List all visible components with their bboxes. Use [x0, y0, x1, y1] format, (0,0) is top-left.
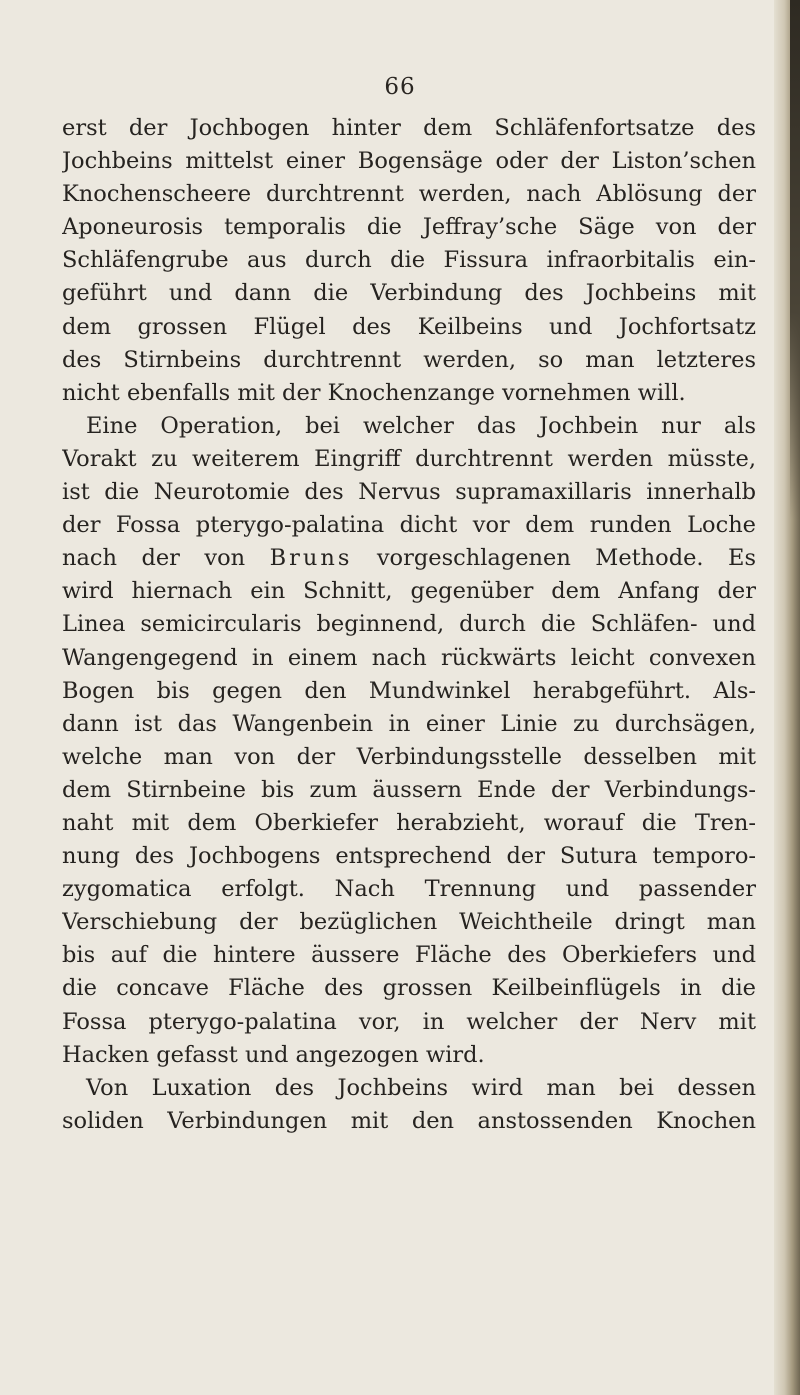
- page-number: 66: [384, 74, 416, 100]
- text-line: Hacken gefasst und angezogen wird.: [62, 1041, 485, 1068]
- text-line: Schläfengrube aus durch die Fissura infraorbitalis ein-: [62, 247, 756, 274]
- text-line: des Stirnbeins durchtrennt werden, so man letzteres: [62, 346, 756, 373]
- author-name: Bruns: [269, 545, 353, 572]
- paragraph-start-line: Von Luxation des Jochbeins wird man bei dessen: [86, 1074, 756, 1101]
- text-line: [62, 542, 756, 575]
- body-text: [62, 112, 756, 1138]
- text-line: soliden Verbindungen mit den anstossenden Knochen: [62, 1107, 756, 1134]
- text-line: die concave Fläche des grossen Keilbeinflügels in die: [62, 975, 756, 1002]
- text-line: ist die Neurotomie des Nervus supramaxillaris innerhalb: [62, 479, 756, 506]
- text-segment: nach der von: [62, 545, 246, 572]
- text-segment: vorgeschlagenen Methode. Es: [376, 545, 756, 572]
- text-line: bis auf die hintere äussere Fläche des Oberkiefers und: [62, 942, 756, 969]
- binding-shadow: [790, 0, 800, 520]
- text-line: dem Stirnbeine bis zum äussern Ende der Verbindungs-: [62, 776, 756, 803]
- text-line: welche man von der Verbindungsstelle desselben mit: [62, 743, 756, 770]
- text-line: naht mit dem Oberkiefer herabzieht, worauf die Tren-: [62, 809, 756, 836]
- text-line: Aponeurosis temporalis die Jeffray’sche Säge von der: [62, 214, 756, 241]
- paragraph-start-line: Eine Operation, bei welcher das Jochbein nur als: [86, 412, 756, 439]
- text-line: Wangengegend in einem nach rückwärts leicht convexen: [62, 644, 756, 671]
- text-line: Linea semicircularis beginnend, durch die Schläfen- und: [62, 611, 756, 638]
- text-line: wird hiernach ein Schnitt, gegenüber dem Anfang der: [62, 578, 756, 605]
- text-line: der Fossa pterygo-palatina dicht vor dem runden Loche: [62, 512, 756, 539]
- text-line: erst der Jochbogen hinter dem Schläfenfortsatze des: [62, 115, 756, 141]
- text-line: dann ist das Wangenbein in einer Linie zu durchsägen,: [62, 710, 756, 737]
- text-line: Verschiebung der bezüglichen Weichtheile dringt man: [62, 909, 756, 936]
- text-line: nung des Jochbogens entsprechend der Sutura temporo-: [62, 843, 756, 870]
- text-line: Vorakt zu weiterem Eingriff durchtrennt werden müsste,: [62, 445, 756, 472]
- text-line: zygomatica erfolgt. Nach Trennung und passender: [62, 876, 756, 903]
- text-line: Knochenscheere durchtrennt werden, nach Ablösung der: [62, 181, 756, 208]
- text-line: nicht ebenfalls mit der Knochenzange vornehmen will.: [62, 379, 686, 406]
- text-line: Fossa pterygo-palatina vor, in welcher der Nerv mit: [62, 1008, 756, 1035]
- text-line: geführt und dann die Verbindung des Jochbeins mit: [62, 280, 756, 307]
- text-line: Bogen bis gegen den Mundwinkel herabgeführt. Als-: [62, 677, 756, 704]
- text-line: dem grossen Flügel des Keilbeins und Jochfortsatz: [62, 313, 756, 340]
- text-line: Jochbeins mittelst einer Bogensäge oder der Liston’schen: [62, 148, 756, 175]
